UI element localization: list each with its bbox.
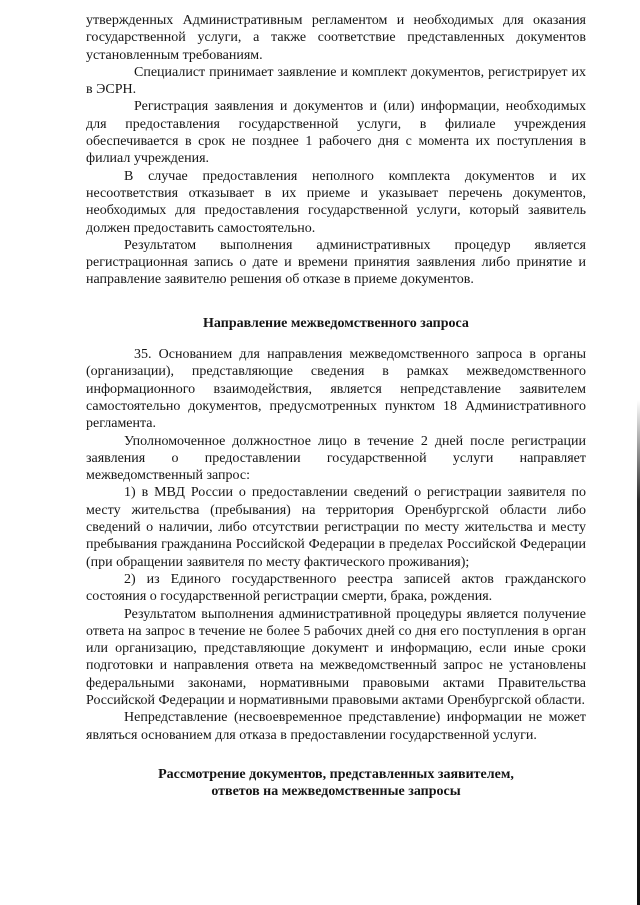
heading-review-line-1: Рассмотрение документов, представленных заявителем, xyxy=(158,766,514,782)
list-item-mvd: 1) в МВД России о предоставлении сведений о регистрации заявителя по месту жительства (пребывания) на территория Оренбургской области либо сведений о наличии, либо отсутствии регистрации по месту жительства и месту пребывания гражданина Российской Федерации в пределах Российской Федерации (при обращении заявителя по месту фактического проживания); xyxy=(86,485,586,570)
list-item-registry: 2) из Единого государственного реестра записей актов гражданского состояния о государственной регистрации смерти, брака, рождения. xyxy=(86,571,586,605)
paragraph-result-registration: Результатом выполнения административных процедур является регистрационная запись о дате и времени принятия заявления либо принятие и направление заявителю решения об отказе в приеме документов. xyxy=(86,237,586,288)
paragraph-registration-deadline: Регистрация заявления и документов и (или) информации, необходимых для предоставления государственной услуги, в филиале учреждения обеспечивается в срок не позднее 1 рабочего дня с момента их поступления в филиал учреждения. xyxy=(86,99,586,167)
document-page xyxy=(86,12,586,800)
paragraph-official-sends: Уполномоченное должностное лицо в течение 2 дней после регистрации заявления о предоставлении государственной услуги направляет межведомственный запрос: xyxy=(86,433,586,484)
heading-interagency-request: Направление межведомственного запроса xyxy=(203,315,469,331)
paragraph-non-submission: Непредставление (несвоевременное представление) информации не может являться основанием для отказа в предоставлении государственной услуги. xyxy=(86,710,586,743)
paragraph-continuation: утвержденных Административным регламентом и необходимых для оказания государственной услуги, а также соответствие представленных документов установленным требованиям. xyxy=(86,13,586,63)
paragraph-incomplete-docs: В случае предоставления неполного комплекта документов и их несоответствия отказывает в их приеме и указывает перечень документов, необходимых для предоставления государственной услуги, который заявитель должен предоставить самостоятельно. xyxy=(86,168,586,236)
paragraph-result-response: Результатом выполнения административной процедуры является получение ответа на запрос в течение не более 5 рабочих дней со дня его поступления в орган или организацию, представляющие документ и информацию, если иные сроки подготовки и направления ответа на межведомственный запрос не установлены федеральными законами, нормативными правовыми актами Правительства Российской Федерации и нормативными правовыми актами Оренбургской области. xyxy=(86,606,586,708)
paragraph-registration-ersn: Специалист принимает заявление и комплект документов, регистрирует их в ЭСРН. xyxy=(86,64,586,98)
heading-review-line-2: ответов на межведомственные запросы xyxy=(211,784,461,800)
paragraph-35-basis: 35. Основанием для направления межведомственного запроса в органы (организации), представляющие сведения в рамках межведомственного информационного взаимодействия, является непредставление заявителем самостоятельно документов, предусмотренных пунктом 18 Административного регламента. xyxy=(86,347,586,432)
